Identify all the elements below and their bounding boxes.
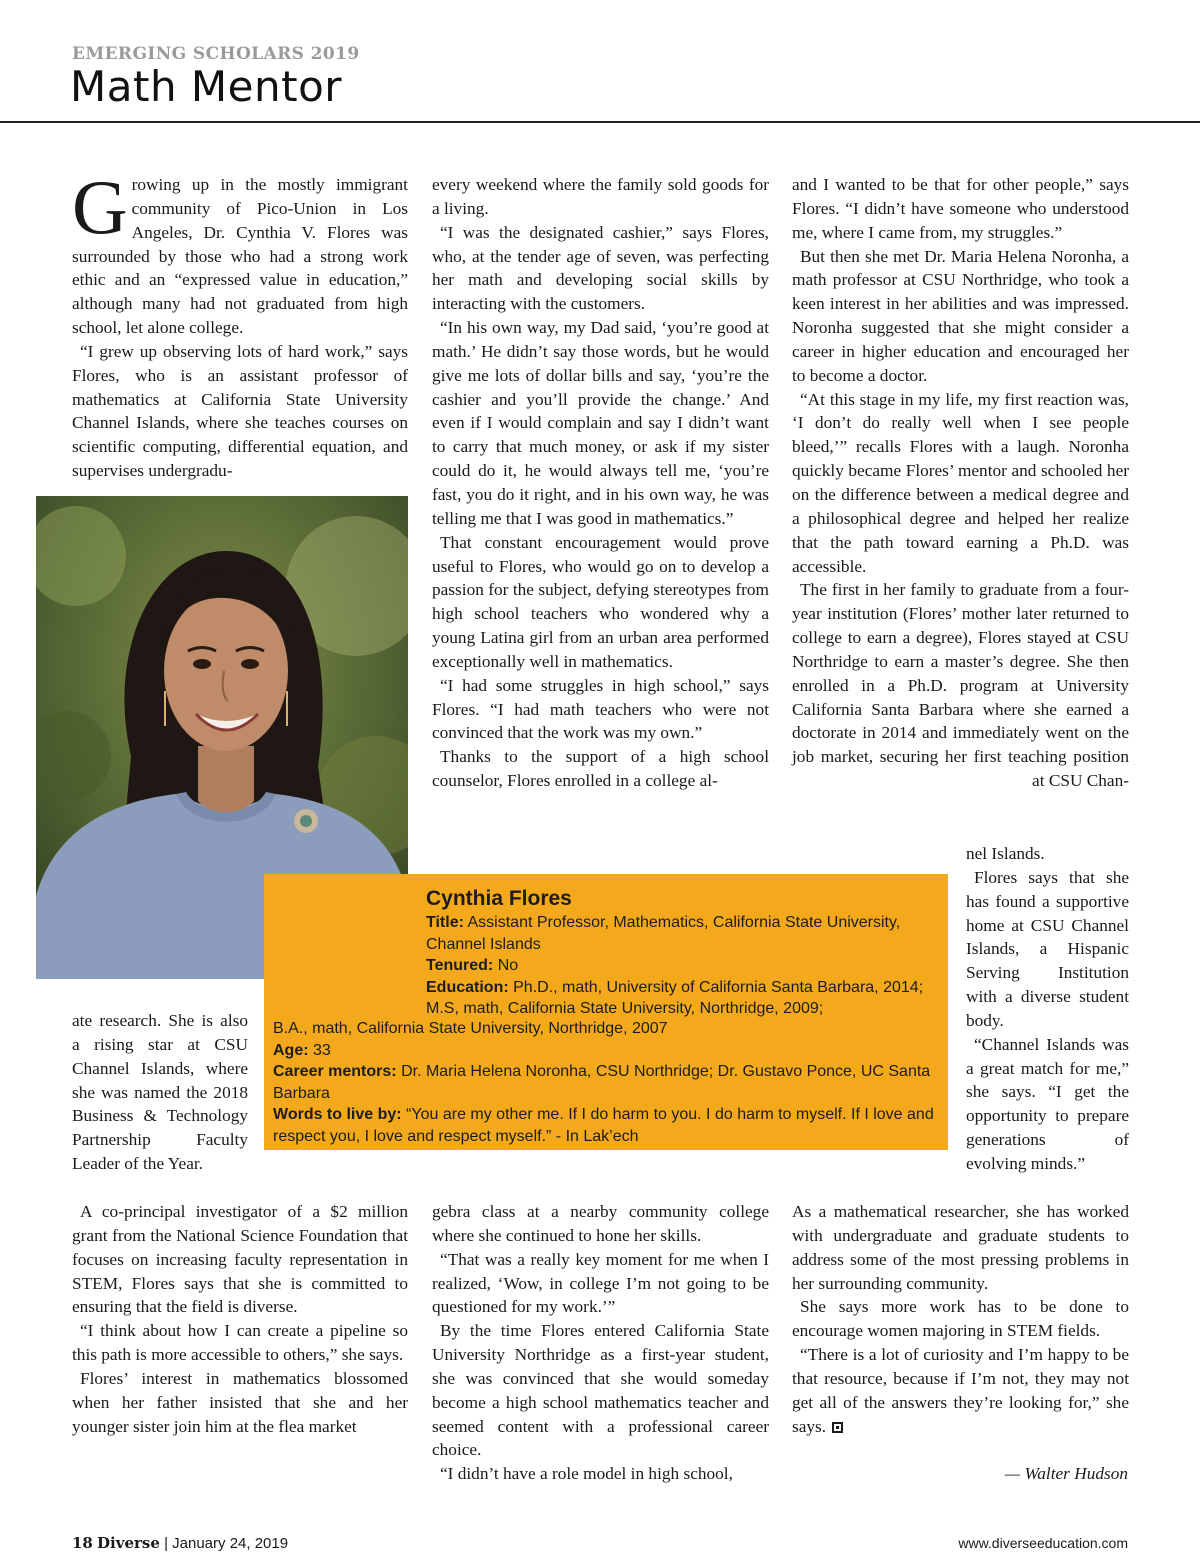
website-url: www.diverseeducation.com xyxy=(958,1535,1128,1551)
paragraph: By the time Flores entered California State University Northridge as a first-year student, she was convinced that she would someday become a high school mathematics teacher and seemed content with a professional career choice. xyxy=(432,1321,769,1460)
info-mentors: Career mentors: Dr. Maria Helena Noronha, CSU Northridge; Dr. Gustavo Ponce, UC Santa Barbara xyxy=(273,1063,931,1102)
footer-separator: | xyxy=(164,1535,168,1552)
paragraph: “At this stage in my life, my first reaction was, ‘I don’t do really well when I see people bleed,’” recalls Flores with a laugh. Noronha quickly became Flores’ mentor and schooled her on the difference between a medical degree and a philosophical degree and helped her realize that the path toward earning a Ph.D. was accessible. xyxy=(792,389,1129,576)
info-tenured: Tenured: No xyxy=(426,957,519,975)
section-kicker: EMERGING SCHOLARS 2019 xyxy=(72,44,360,64)
article-column-1 xyxy=(72,164,408,483)
info-box-upper xyxy=(426,886,936,1020)
header-rule xyxy=(0,121,1200,123)
info-education: Education: Ph.D., math, University of California Santa Barbara, 2014; M.S, math, California State University, Northridge, 2009; xyxy=(426,978,924,1018)
info-box-lower xyxy=(273,1018,937,1148)
paragraph: and I wanted to be that for other people,” says Flores. “I didn’t have someone who understood me, where I came from, my struggles.” xyxy=(792,175,1129,242)
article-column-2-lower xyxy=(432,1200,769,1486)
author-signoff: — Walter Hudson xyxy=(1004,1464,1128,1483)
article-column-3-lower xyxy=(792,1200,1129,1438)
profile-info-box xyxy=(264,874,948,1150)
paragraph: That constant encouragement would prove useful to Flores, who would go on to develop a passion for the subject, defying stereotypes from high school teachers who wondered why a young Latina girl from an urban area performed exceptionally well in mathematics. xyxy=(432,532,769,671)
page-footer-left xyxy=(72,1534,288,1552)
end-mark-icon xyxy=(832,1422,843,1433)
paragraph: “I grew up observing lots of hard work,” says Flores, who is an assistant professor of mathematics at California State University Channel Islands, where she teaches courses on scientific computing, differential equation, and supervises undergradu- xyxy=(72,341,408,481)
paragraph: A co-principal investigator of a $2 million grant from the National Science Foundation that focuses on increasing faculty representation in STEM, Flores says that she is committed to ensuring that the field is diverse. xyxy=(72,1202,408,1317)
paragraph: ate research. She is also a rising star at CSU Channel Islands, where she was named the 2018 Business & Technology Partnership Faculty Leader of the Year. xyxy=(72,1011,248,1174)
paragraph: “In his own way, my Dad said, ‘you’re good at math.’ He didn’t say those words, but he would give me lots of dollar bills and say, ‘you’re the cashier and you’ll provide the change.’ And even if I would complain and say I didn’t want to carry that much money, or ask if my sister could do it, he would always tell me, ‘you’re fast, you do it right, and in his own way, he was telling me that I was good in mathematics.” xyxy=(432,318,769,528)
paragraph: every weekend where the family sold goods for a living. xyxy=(432,175,769,218)
paragraph: “I had some struggles in high school,” says Flores. “I had math teachers who were not convinced that the work was my own.” xyxy=(432,675,769,743)
paragraph: “I was the designated cashier,” says Flores, who, at the tender age of seven, was perfecting her math and developing social skills by interacting with the customers. xyxy=(432,222,769,314)
article-column-1-lower xyxy=(72,1200,408,1438)
article-column-2 xyxy=(432,173,769,793)
info-words: Words to live by: “You are my other me. If I do harm to you. I do harm to myself. If I love and respect you, I love and respect myself.” - In Lak’ech xyxy=(273,1106,934,1145)
page-number: 18 xyxy=(72,1534,93,1552)
issue-date: January 24, 2019 xyxy=(172,1535,289,1552)
info-education-cont: B.A., math, California State University, Northridge, 2007 xyxy=(273,1020,668,1037)
profile-name: Cynthia Flores xyxy=(426,887,572,910)
article-headline: Math Mentor xyxy=(70,62,343,111)
paragraph: gebra class at a nearby community college where she continued to hone her skills. xyxy=(432,1202,769,1245)
paragraph: Flores’ interest in mathematics blossomed when her father insisted that she and her younger sister join him at the flea market xyxy=(72,1368,408,1436)
paragraph: “That was a really key moment for me when I realized, ‘Wow, in college I’m not going to be questioned for my work.’” xyxy=(432,1249,769,1317)
paragraph: “I think about how I can create a pipeline so this path is more accessible to others,” she says. xyxy=(72,1321,408,1365)
article-column-3 xyxy=(792,173,1129,793)
paragraph: The first in her family to graduate from a four-year institution (Flores’ mother later returned to college to earn a degree), Flores stayed at CSU Northridge to earn a master’s degree. She then enrolled in a Ph.D. program at University California Santa Barbara where she earned a doctorate in 2014 and immediately went on the job market, securing her first teaching position at CSU Chan- xyxy=(792,580,1129,791)
info-age: Age: 33 xyxy=(273,1041,331,1059)
paragraph: Growing up in the mostly immigrant community of Pico-Union in Los Angeles, Dr. Cynthia V. Flores was surrounded by those who had a strong work ethic and an “expressed value in education,” although many had not graduated from high school, let alone college. xyxy=(72,164,408,338)
paragraph: “I didn’t have a role model in high school, xyxy=(440,1464,733,1484)
magazine-name: Diverse xyxy=(97,1534,160,1552)
paragraph: Thanks to the support of a high school counselor, Flores enrolled in a college al- xyxy=(432,747,769,791)
paragraph: “There is a lot of curiosity and I’m happy to be that resource, because if I’m not, they may not get all of the answers they’re looking for,” she says. xyxy=(792,1345,1129,1436)
paragraph: As a mathematical researcher, she has worked with undergraduate and graduate students to address some of the most pressing problems in her surrounding community. xyxy=(792,1202,1129,1293)
paragraph: Flores says that she has found a supportive home at CSU Channel Islands, a Hispanic Serving Institution with a diverse student body. xyxy=(966,867,1129,1030)
paragraph: nel Islands. xyxy=(966,844,1045,863)
article-column-3-narrow xyxy=(966,842,1129,1176)
paragraph: “Channel Islands was a great match for me,” she says. “I get the opportunity to prepare generations of evolving minds.” xyxy=(966,1034,1129,1173)
paragraph: She says more work has to be done to encourage women majoring in STEM fields. xyxy=(792,1297,1129,1341)
paragraph: But then she met Dr. Maria Helena Noronha, a math professor at CSU Northridge, who took a keen interest in her abilities and was impressed. Noronha suggested that she might consider a career in higher education and encouraged her to become a doctor. xyxy=(792,246,1129,385)
drop-cap: G xyxy=(72,164,128,250)
article-column-1-narrow xyxy=(72,1009,248,1176)
info-title: Title: Assistant Professor, Mathematics, California State University, Channel Islands xyxy=(426,914,901,953)
